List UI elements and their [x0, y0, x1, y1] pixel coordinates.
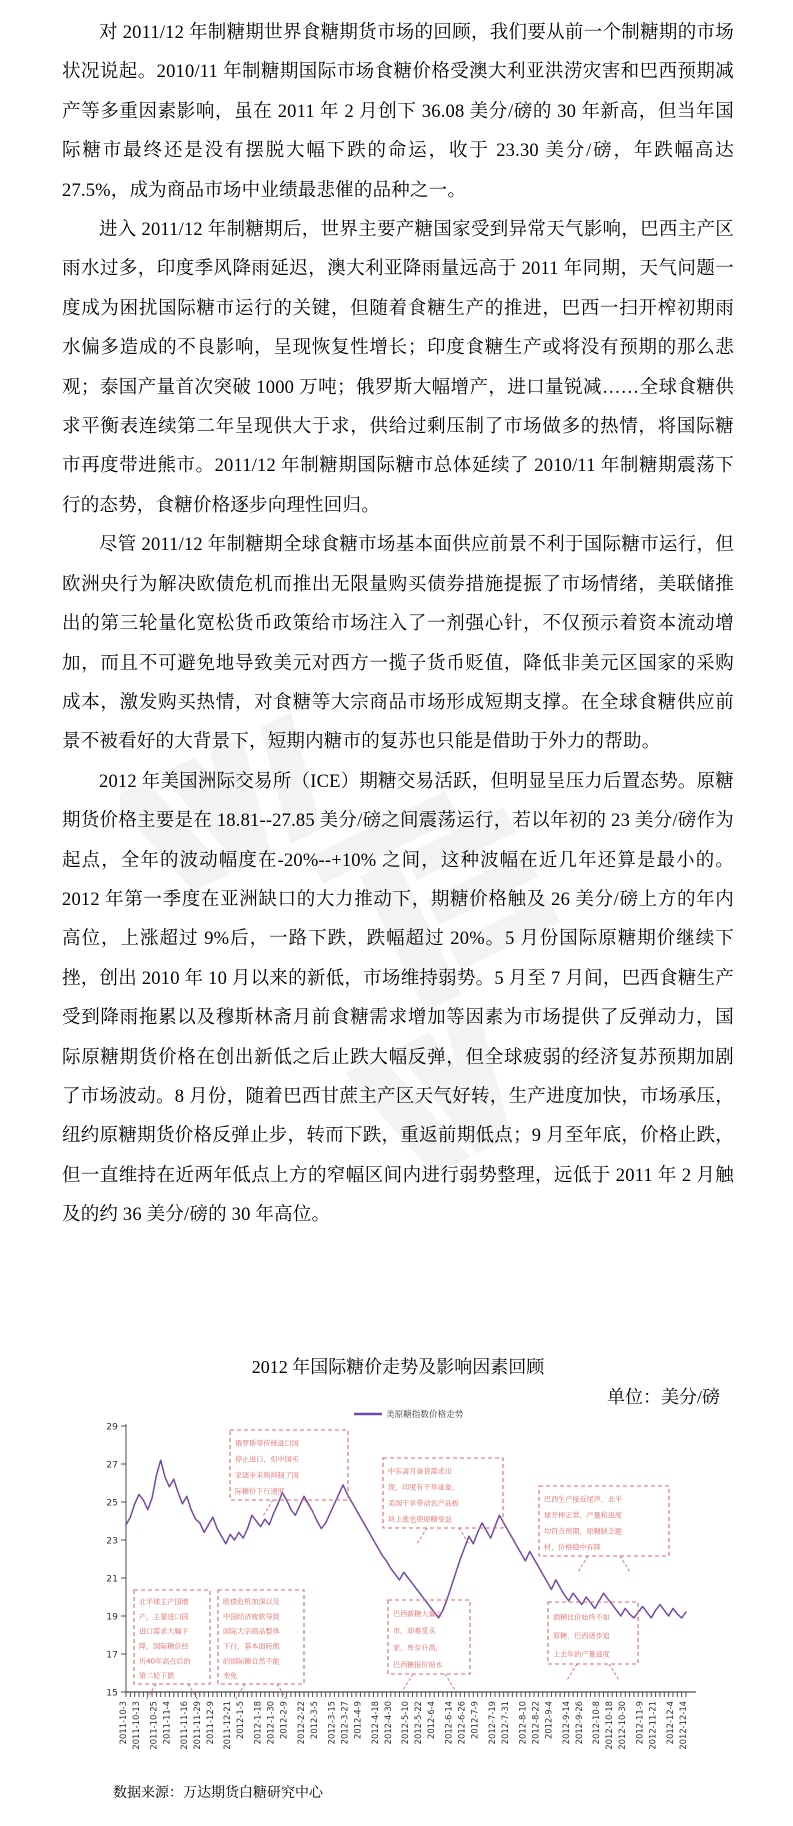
y-axis-tick-label: 15 [106, 1687, 118, 1699]
annotation-line: 市，却难觅买 [393, 1626, 436, 1636]
annotation-line: 第二轮下跌 [139, 1671, 175, 1681]
x-axis-tick-label: 2012-4-30 [382, 1701, 393, 1745]
legend-label: 美原糖指数价格走势 [386, 1410, 464, 1421]
x-axis-tick-label: 2012-1-18 [252, 1701, 263, 1745]
x-axis-tick-label: 2012-8-22 [530, 1701, 541, 1745]
annotation-ann-euro-crisis [218, 1590, 304, 1700]
x-axis-tick-label: 2012-3-5 [309, 1701, 319, 1740]
x-axis-tick-label: 2011-12-9 [204, 1701, 215, 1745]
chart-canvas [62, 1404, 734, 1784]
annotation-line: 欧债危机加深以及 [223, 1597, 280, 1607]
annotation-line: 均符合预期，原糖缺乏题 [544, 1526, 623, 1536]
x-axis-tick-label: 2012-7-31 [500, 1701, 510, 1745]
annotation-line: 际糖价下行速度 [235, 1486, 285, 1496]
annotation-line: 现，印度有干旱迹象， [388, 1482, 459, 1492]
annotation-line: 产，主要进口国 [139, 1611, 189, 1621]
annotation-line: 北半球主产国增 [139, 1597, 189, 1607]
x-axis-tick-label: 2012-12-4 [665, 1701, 675, 1745]
figure-title: 2012 年国际糖价走势及影响因素回顾 [251, 1357, 545, 1377]
annotation-line: 家，库存升高， [393, 1643, 443, 1653]
x-axis-tick-label: 2012-8-10 [517, 1701, 528, 1745]
x-axis-tick-label: 2012-5-22 [413, 1701, 424, 1745]
x-axis-tick-label: 2012-10-8 [591, 1701, 602, 1745]
x-axis-tick-label: 2012-2-22 [296, 1701, 306, 1745]
annotation-line: 巴西生产接近尾声，北半 [544, 1494, 623, 1504]
x-axis-tick-label: 2012-6-26 [456, 1701, 467, 1745]
annotation-line: 下行，基本面转熊 [223, 1641, 280, 1651]
paragraph: 尽管 2011/12 年制糖期全球食糖市场基本面供应前景不利于国际糖市运行，但欧洲央行为解决欧债危机而推出无限量购买债券措施提振了市场情绪，美联储推出的第三轮量化宽松货币政策给市场注入了一剂强心针，不仅预示着资本流动增加，而且不可避免地导致美元对西方一揽子货币贬值，降低非美元区国家的采购成本，激发购买热情，对食糖等大宗商品市场形成短期支撑。在全球食糖供应前景不被看好的大背景下，短期内糖市的复苏也只能是借助于外力的帮助。 [62, 535, 734, 753]
paragraph: 进入 2011/12 年制糖期后，世界主要产糖国家受到异常天气影响，巴西主产区雨水过多，印度季风降雨延迟，澳大利亚降雨量远高于 2011 年同期，天气问题一度成为困扰国际糖市运行的关键，但随着食糖生产的推进，巴西一扫开榨初期雨水偏多造成的不良影响，呈现恢复性增长；印度食糖生产或将没有预期的那么悲观；泰国产量首次突破 1000 万吨；俄罗斯大幅增产，进口量锐减……全球食糖供求平衡表连续第二年呈现供大于求，供给过剩压制了市场做多的热情，将国际糖市再度带进熊市。2011/12 年制糖期国际糖市总体延续了 2010/11 年制糖期震荡下行的态势，食糖价格逐步向理性回归。 [62, 220, 734, 516]
x-axis-tick-label: 2012-9-26 [573, 1701, 584, 1745]
annotation-ann-brazil-new-sugar [388, 1600, 470, 1690]
y-axis-tick-label: 23 [106, 1535, 118, 1547]
annotation-line: 历40年高点后的 [139, 1656, 191, 1666]
annotation-line: 巴西糖报价贴水 [393, 1660, 443, 1670]
annotation-line: 降，国际糖价经 [139, 1641, 189, 1651]
annotation-line: 原糖，巴西逐步追 [553, 1631, 610, 1641]
chart-annotations [134, 1430, 669, 1700]
x-axis [118, 1692, 696, 1750]
x-axis-tick-label: 2011-11-29 [191, 1701, 202, 1750]
y-axis [106, 1421, 126, 1698]
x-axis-tick-label: 2011-10-13 [131, 1701, 141, 1750]
x-axis-tick-label: 2012-3-15 [326, 1701, 337, 1745]
x-axis-tick-label: 2012-11-21 [647, 1701, 658, 1750]
x-axis-tick-label: 2011-11-4 [161, 1701, 172, 1745]
x-axis-tick-label: 2012-6-14 [443, 1701, 454, 1745]
annotation-line: 酒精比价始终不如 [553, 1612, 610, 1622]
x-axis-tick-label: 2012-11-9 [634, 1701, 645, 1745]
annotation-ann-ethanol-parity [548, 1602, 638, 1680]
paragraph: 对 2011/12 年制糖期世界食糖期货市场的回顾，我们要从前一个制糖期的市场状况说起。2010/11 年制糖期国际市场食糖价格受澳大利亚洪涝灾害和巴西预期减产等多重因素影响，虽在 2011 年 2 月创下 36.08 美分/磅的 30 年新高，但当年国际糖市最终还是没有摆脱大幅下跌的命运，收于 23.30 美分/磅，年跌幅高达 27.5%，成为商品市场中业绩最悲催的品种之一。 [62, 23, 734, 201]
x-axis-tick-label: 2012-2-9 [278, 1701, 289, 1740]
x-axis-tick-label: 2011-12-21 [222, 1701, 233, 1750]
x-axis-tick-label: 2012-3-27 [339, 1701, 350, 1745]
x-axis-tick-label: 2012-7-9 [469, 1701, 480, 1740]
x-axis-tick-label: 2012-9-14 [560, 1701, 571, 1745]
x-axis-tick-label: 2011-11-16 [178, 1701, 189, 1750]
x-axis-tick-label: 2012-12-14 [678, 1701, 688, 1750]
annotation-ann-northern-surplus [134, 1590, 210, 1700]
annotation-ann-brazil-harvest-end [539, 1486, 669, 1572]
annotation-line: 球开榨正常，产量和进度 [544, 1510, 623, 1520]
paragraph: 2012 年美国洲际交易所（ICE）期糖交易活跃，但明显呈压力后置态势。原糖期货价格主要是在 18.81--27.85 美分/磅之间震荡运行，若以年初的 23 美分/磅作为起点，全年的波动幅度在-20%--+10% 之间，这种波幅在近几年还算是最小的。2012 年第一季度在亚洲缺口的大力推动下，期糖价格触及 26 美分/磅上方的年内高位，上涨超过 9%后，一路下跌，跌幅超过 20%。5 月份国际原糖期价继续下挫，创出 2010 年 10 月以来的新低，市场维持弱势。5 月至 7 月间，巴西食糖生产受到降雨拖累以及穆斯林斋月前食糖需求增加等因素为市场提供了反弹动力，国际原糖期货价格在创出新低之后止跌大幅反弹，但全球疲弱的经济复苏预期加剧了市场波动。8 月份，随着巴西甘蔗主产区天气好转，生产进度加快，市场承压，纽约原糖期货价格反弹止步，转而下跌，重返前期低点；9 月至年底，价格止跌，但一直维持在近两年低点上方的窄幅区间内进行弱势整理，远低于 2011 年 2 月触及的约 36 美分/磅的 30 年高位。 [62, 771, 734, 1226]
x-axis-tick-label: 2012-1-30 [265, 1701, 276, 1745]
sugar-price-chart [62, 1404, 734, 1784]
y-axis-tick-label: 27 [106, 1459, 118, 1471]
x-axis-tick-label: 2011-10-25 [148, 1701, 159, 1750]
data-source-note: 数据来源：万达期货白糖研究中心 [113, 1785, 323, 1801]
annotation-line: 巴西新糖大量上 [393, 1609, 443, 1619]
y-axis-tick-label: 25 [106, 1497, 118, 1509]
annotation-line: 进口需求大幅下 [139, 1626, 189, 1636]
y-axis-tick-label: 17 [106, 1649, 118, 1661]
annotation-line: 俄罗斯等传统进口国 [235, 1438, 299, 1448]
annotation-line: 美国干旱带动农产品板 [388, 1498, 459, 1508]
annotation-ann-ramadan-drought [383, 1458, 503, 1544]
x-axis-tick-label: 2012-5-10 [400, 1701, 411, 1745]
annotation-line: 上去年的产量进度 [553, 1649, 610, 1659]
annotation-line: 的国际糖自然不能 [223, 1656, 280, 1666]
y-axis-tick-label: 19 [106, 1611, 118, 1623]
annotation-line: 国际大宗商品整体 [223, 1626, 280, 1636]
x-axis-tick-label: 2011-10-3 [118, 1701, 128, 1745]
annotation-line: 幸免 [223, 1671, 238, 1681]
x-axis-tick-label: 2012-4-18 [369, 1701, 380, 1745]
figure-heading-block [62, 1352, 734, 1412]
x-axis-tick-label: 2012-9-4 [543, 1701, 554, 1740]
annotation-line: 家逐步采购抑制了国 [235, 1470, 299, 1480]
y-axis-tick-label: 21 [106, 1573, 118, 1585]
annotation-line: 停止进口，但中国买 [235, 1454, 299, 1464]
x-axis-tick-label: 2012-7-19 [487, 1701, 497, 1745]
x-axis-tick-label: 2012-1-5 [235, 1701, 246, 1740]
annotation-line: 中国经济疲软导致 [223, 1611, 280, 1621]
x-axis-tick-label: 2012-4-9 [352, 1701, 363, 1740]
article-body [62, 14, 734, 1236]
x-axis-tick-label: 2012-6-4 [426, 1701, 437, 1740]
annotation-line: 材，价格稳中有降 [544, 1542, 601, 1552]
annotation-ann-russia-import [230, 1430, 348, 1516]
y-axis-tick-label: 29 [106, 1421, 118, 1433]
annotation-line: 块上涨也使原糖受益 [388, 1514, 452, 1524]
figure-unit-label: 单位：美分/磅 [606, 1387, 720, 1407]
chart-legend [354, 1408, 464, 1420]
x-axis-tick-label: 2012-10-18 [604, 1701, 615, 1750]
annotation-line: 中东斋月备货需求出 [388, 1466, 452, 1476]
x-axis-tick-label: 2012-10-30 [617, 1701, 628, 1750]
